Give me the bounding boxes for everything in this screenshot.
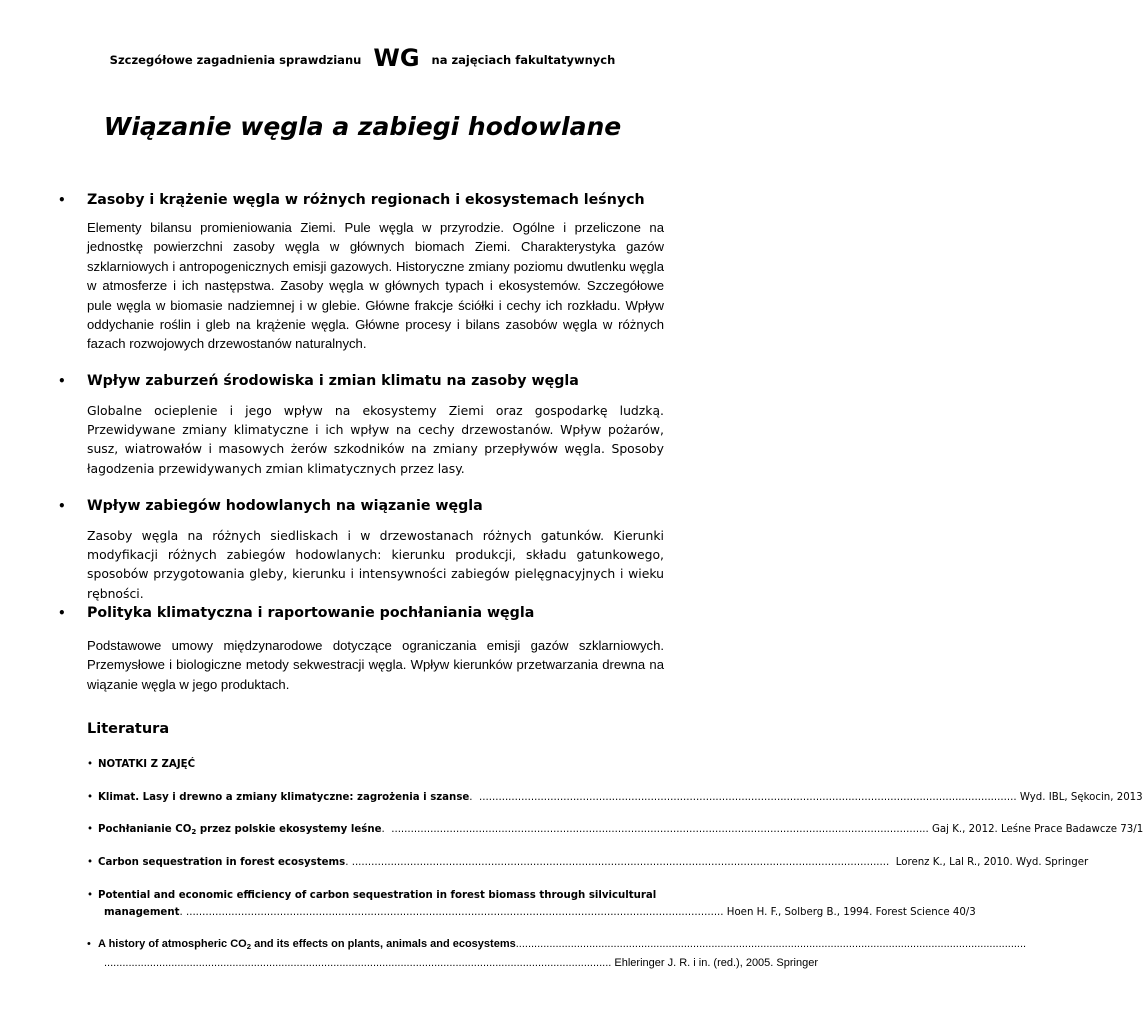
reference-source: Lorenz K., Lal R., 2010. Wyd. Springer bbox=[895, 857, 1089, 868]
reference-item: • A history of atmospheric $CO_2$ and its effects on plants, animals and ecosystems. ...................................................................................................................................................................... ...................................................................................................................................................................... Ehleringer J. R. i in. (red.), 2005. Springer bbox=[87, 936, 665, 972]
reference-source: Ehleringer J. R. i in. (red.), 2005. Springer bbox=[614, 957, 818, 969]
bullet-icon: • bbox=[58, 374, 66, 388]
leader-dots: ...................................................................................................................................................................... bbox=[479, 792, 1017, 803]
reference-item: • NOTATKI Z ZAJĘĆ bbox=[87, 756, 665, 773]
bullet-icon: • bbox=[58, 606, 66, 620]
reference-source: Wyd. IBL, Sękocin, 2013 bbox=[1019, 792, 1143, 803]
reference-item: • Potential and economic efficiency of carbon sequestration in forest biomass through silvicultural management. ...................................................................................................................................................................... Hoen H. F., Solberg B., 1994. Forest Science 40/3 bbox=[87, 887, 665, 921]
section-heading: • Zasoby i krążenie węgla w różnych regionach i ekosystemach leśnych bbox=[58, 192, 645, 208]
bullet-icon: • bbox=[87, 759, 94, 770]
header-prefix: Szczegółowe zagadnienia sprawdzianu bbox=[109, 53, 362, 67]
document-title: Wiązanie węgla a zabiegi hodowlane bbox=[103, 112, 622, 141]
reference-item: • Klimat. Lasy i drewno a zmiany klimatyczne: zagrożenia i szanse. ...................................................................................................................................................................... Wyd. IBL, Sękocin, 2013 bbox=[87, 789, 665, 806]
leader-dots: ...................................................................................................................................................................... bbox=[104, 957, 612, 969]
reference-item: • Carbon sequestration in forest ecosystems. ...................................................................................................................................................................... Lorenz K., Lal R., 2010. Wyd. Springer bbox=[87, 854, 665, 871]
section-body: Elementy bilansu promieniowania Ziemi. Pule węgla w przyrodzie. Ogólne i przeliczone na jednostkę powierzchni zasoby węgla w głównych biomach Ziemi. Charakterystyka gazów szklarniowych i antropogenicznych emisji gazowych. Historyczne zmiany poziomu dwutlenku węgla w atmosferze i ich następstwa. Zasoby węgla w głównych typach i ekosystemów. Szczegółowe pule węgla w biomasie nadziemnej i w glebie. Główne frakcje ściółki i cechy ich rozkładu. Wpływ oddychanie roślin i gleb na krążenie węgla. Główne procesy i bilans zasobów węgla w różnych fazach rozwojowych drzewostanów naturalnych. bbox=[87, 220, 664, 352]
bullet-icon: • bbox=[87, 890, 94, 901]
header-code: WG bbox=[373, 44, 420, 72]
literature-heading: Literatura bbox=[87, 721, 170, 737]
section-heading: • Wpływ zabiegów hodowlanych na wiązanie węgla bbox=[58, 498, 483, 514]
bullet-icon: • bbox=[58, 193, 66, 207]
section-heading: • Polityka klimatyczna i raportowanie pochłaniania węgla bbox=[58, 605, 535, 621]
document-header bbox=[0, 44, 725, 74]
reference-source: Gaj K., 2012. Leśne Prace Badawcze 73/1 bbox=[932, 824, 1143, 835]
leader-dots: ...................................................................................................................................................................... bbox=[518, 938, 1027, 950]
reference-item: • Pochłanianie $CO_2$ przez polskie ekosystemy leśne. ...................................................................................................................................................................... Gaj K., 2012. Leśne Prace Badawcze 73/1 bbox=[87, 821, 665, 840]
bullet-icon: • bbox=[87, 792, 94, 803]
header-suffix: na zajęciach fakultatywnych bbox=[431, 53, 616, 67]
section-body: Zasoby węgla na różnych siedliskach i w drzewostanach różnych gatunków. Kierunki modyfikacji różnych zabiegów hodowlanych: kierunku produkcji, składu gatunkowego, sposobów przygotowania gleby, kierunku i intensywności zabiegów pielęgnacyjnych i wieku rębności. bbox=[87, 528, 664, 601]
bullet-icon: • bbox=[58, 499, 66, 513]
bullet-icon: • bbox=[87, 938, 91, 950]
bullet-icon: • bbox=[87, 824, 94, 835]
leader-dots: ...................................................................................................................................................................... bbox=[185, 907, 724, 918]
leader-dots: ...................................................................................................................................................................... bbox=[391, 824, 929, 835]
bullet-icon: • bbox=[87, 857, 94, 868]
leader-dots: ...................................................................................................................................................................... bbox=[351, 857, 890, 868]
section-body: Globalne ocieplenie i jego wpływ na ekosystemy Ziemi oraz gospodarkę ludzką. Przewidywane zmiany klimatyczne i ich wpływ na cechy drzewostanów. Wpływ pożarów, susz, wiatrowałów i masowych żerów szkodników na zmiany przepływów węgla. Sposoby łagodzenia przewidywanych zmian klimatycznych przez lasy. bbox=[87, 403, 664, 476]
section-heading: • Wpływ zaburzeń środowiska i zmian klimatu na zasoby węgla bbox=[58, 373, 579, 389]
section-body: Podstawowe umowy międzynarodowe dotyczące ograniczania emisji gazów szklarniowych. Przemysłowe i biologiczne metody sekwestracji węgla. Wpływ kierunków przetwarzania drewna na wiązanie węgla w jego produktach. bbox=[87, 638, 664, 692]
reference-source: Hoen H. F., Solberg B., 1994. Forest Science 40/3 bbox=[726, 907, 976, 918]
